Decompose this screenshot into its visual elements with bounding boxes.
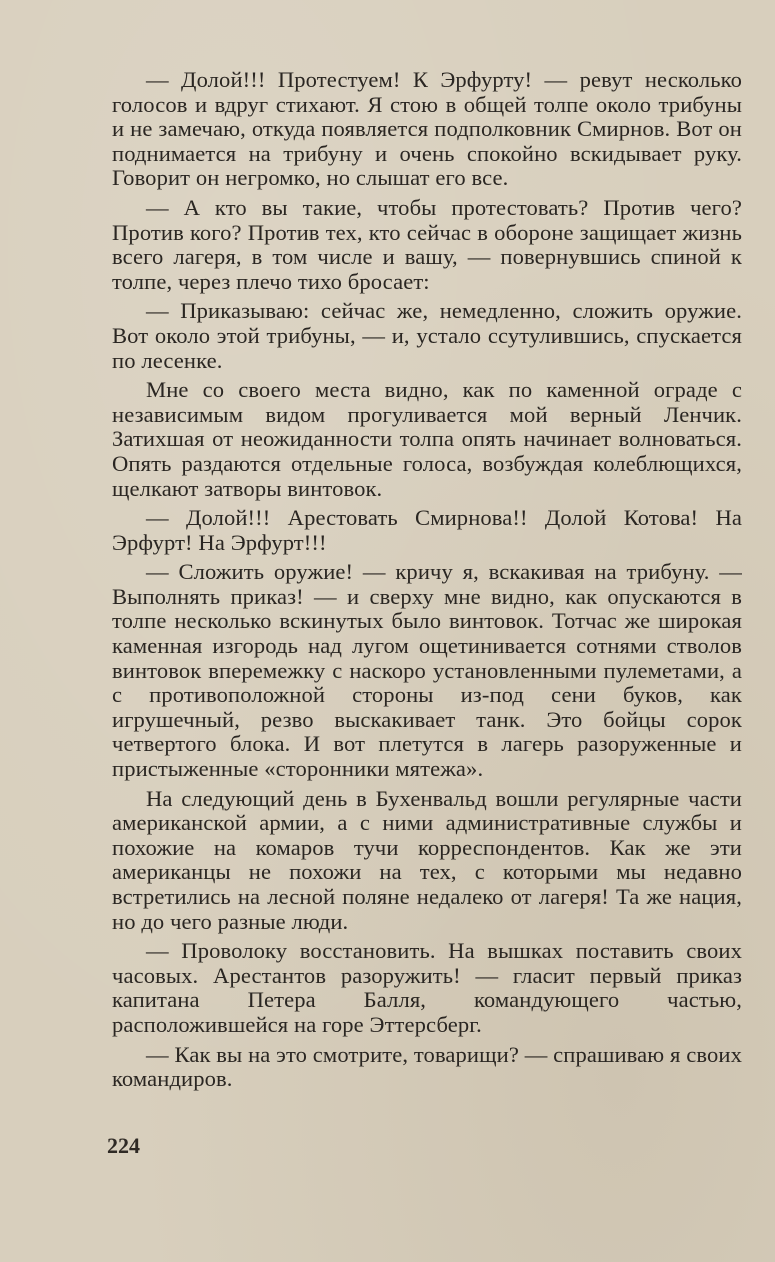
paragraph-7: На следующий день в Бухенвальд вошли регулярные части американской армии, а с ними административные службы и похожие на комаров тучи корреспондентов. Как же эти американцы не похожи на тех, с которыми мы недавно встретились на лесной поляне недалеко от лагеря! Та же нация, но до чего разные люди. xyxy=(112,785,742,934)
paragraph-2: — А кто вы такие, чтобы протестовать? Против чего? Против кого? Против тех, кто сейчас в обороне защищает жизнь всего лагеря, в том числе и вашу, — повернувшись спиной к толпе, через плечо тихо бросает: xyxy=(112,194,742,294)
page-number: 224 xyxy=(107,1133,140,1158)
paragraph-9: — Как вы на это смотрите, товарищи? — спрашиваю я своих командиров. xyxy=(112,1041,742,1092)
paragraph-6: — Сложить оружие! — кричу я, вскакивая на трибуну. — Выполнять приказ! — и сверху мне видно, как опускаются в толпе несколько вскинутых было винтовок. Тотчас же широкая каменная изгородь над лугом ощетинивается сотнями стволов винтовок вперемежку с наскоро установленными пулеметами, а с противоположной стороны из-под сени буков, как игрушечный, резво выскакивает танк. Это бойцы сорок четвертого блока. И вот плетутся в лагерь разоруженные и пристыженные «сторонники мятежа». xyxy=(112,559,742,782)
paragraph-5: — Долой!!! Арестовать Смирнова!! Долой Котова! На Эрфурт! На Эрфурт!!! xyxy=(112,505,742,555)
paragraph-8: — Проволоку восстановить. На вышках поставить своих часовых. Арестантов разоружить! — гласит первый приказ капитана Петера Балля, командующего частью, расположившейся на горе Эттерсберг. xyxy=(112,938,742,1037)
paragraph-3: — Приказываю: сейчас же, немедленно, сложить оружие. Вот около этой трибуны, — и, устало ссутулившись, спускается по лесенке. xyxy=(112,298,742,373)
paragraph-1: — Долой!!! Протестуем! К Эрфурту! — ревут несколько голосов и вдруг стихают. Я стою в общей толпе около трибуны и не замечаю, откуда появляется подполковник Смирнов. Вот он поднимается на трибуну и очень спокойно вскидывает руку. Говорит он негромко, но слышат его все. xyxy=(112,67,742,191)
body-text xyxy=(112,68,742,1097)
paragraph-4: Мне со своего места видно, как по каменной ограде с независимым видом прогуливается мой верный Ленчик. Затихшая от неожиданности толпа опять начинает волноваться. Опять раздаются отдельные голоса, возбуждая колеблющихся, щелкают затворы винтовок. xyxy=(112,377,742,501)
